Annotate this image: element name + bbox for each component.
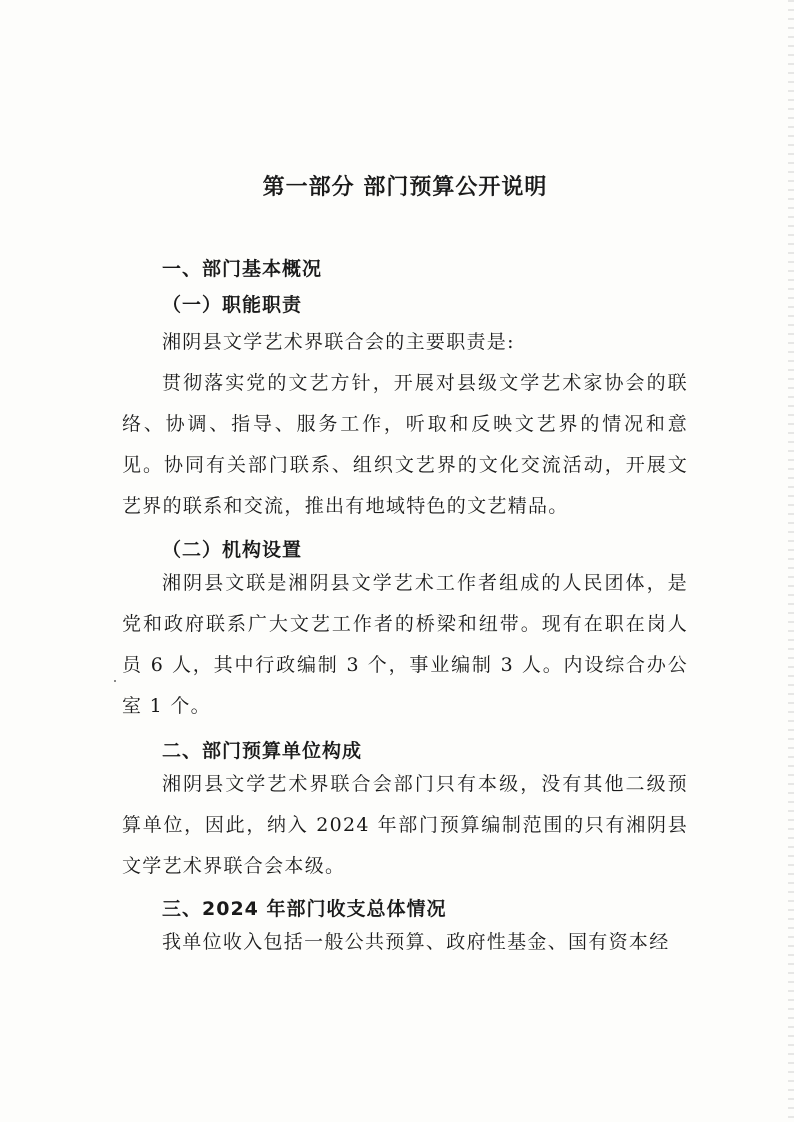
scan-edge xyxy=(788,0,794,1122)
section-heading-overview: 一、部门基本概况 xyxy=(162,258,323,280)
paragraph-structure: 湘阴县文联是湘阴县文学艺术工作者组成的人民团体，是党和政府联系广大文艺工作者的桥梁和纽带。现有在职在岗人员 6 人，其中行政编制 3 个，事业编制 3 人。内设综合办公室 1 个。 xyxy=(122,572,688,717)
section-heading-units: 二、部门预算单位构成 xyxy=(162,740,363,762)
paragraph-duties-detail: 贯彻落实党的文艺方针，开展对县级文学艺术家协会的联络、协调、指导、服务工作，听取和反映文艺界的情况和意见。协同有关部门联系、组织文艺界的文化交流活动，开展文艺界的联系和交流，推出有地域特色的文艺精品。 xyxy=(122,372,688,517)
paragraph-budget-overview: 我单位收入包括一般公共预算、政府性基金、国有资本经 xyxy=(162,931,670,953)
scan-speck xyxy=(114,680,116,682)
subsection-heading-duties: （一）职能职责 xyxy=(162,294,303,316)
section-heading-budget-overview: 三、2024 年部门收支总体情况 xyxy=(162,898,447,920)
subsection-heading-structure: （二）机构设置 xyxy=(162,539,303,561)
paragraph-units: 湘阴县文学艺术界联合会部门只有本级，没有其他二级预算单位，因此，纳入 2024 年部门预算编制范围的只有湘阴县文学艺术界联合会本级。 xyxy=(122,773,688,877)
paragraph-duties-intro: 湘阴县文学艺术界联合会的主要职责是: xyxy=(162,331,515,353)
document-title: 第一部分 部门预算公开说明 xyxy=(262,175,548,200)
